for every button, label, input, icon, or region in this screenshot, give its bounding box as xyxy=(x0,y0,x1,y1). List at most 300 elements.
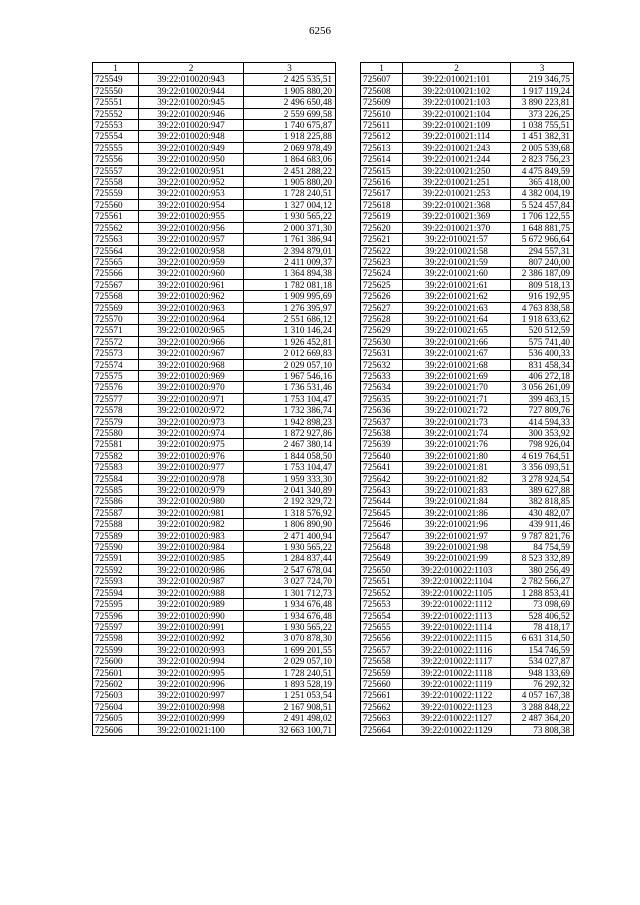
cell-value: 1 909 995,69 xyxy=(244,291,336,302)
table-row xyxy=(93,382,336,393)
cell-cadastral-number: 39:22:010021:69 xyxy=(403,370,511,381)
cell-cadastral-number: 39:22:010021:243 xyxy=(403,142,511,153)
cell-cadastral-number: 39:22:010020:946 xyxy=(139,108,244,119)
cell-value: 382 818,85 xyxy=(511,496,574,507)
cell-value: 1 917 119,24 xyxy=(511,85,574,96)
cell-number: 725571 xyxy=(93,325,139,336)
cell-number: 725635 xyxy=(361,393,403,404)
column-header-number: 1 xyxy=(361,63,403,74)
cell-cadastral-number: 39:22:010022:1114 xyxy=(403,621,511,632)
table-row xyxy=(93,74,336,85)
cell-cadastral-number: 39:22:010020:956 xyxy=(139,222,244,233)
cell-value: 1 806 890,90 xyxy=(244,519,336,530)
cell-cadastral-number: 39:22:010021:102 xyxy=(403,85,511,96)
cell-number: 725586 xyxy=(93,496,139,507)
table-row xyxy=(93,678,336,689)
cell-cadastral-number: 39:22:010020:978 xyxy=(139,473,244,484)
cell-cadastral-number: 39:22:010020:969 xyxy=(139,370,244,381)
cell-number: 725612 xyxy=(361,131,403,142)
cell-number: 725630 xyxy=(361,336,403,347)
cell-value: 1 736 531,46 xyxy=(244,382,336,393)
cell-value: 2 491 498,02 xyxy=(244,713,336,724)
cell-cadastral-number: 39:22:010020:999 xyxy=(139,713,244,724)
table-row xyxy=(361,188,574,199)
cell-value: 365 418,00 xyxy=(511,177,574,188)
cell-number: 725587 xyxy=(93,507,139,518)
cell-number: 725641 xyxy=(361,462,403,473)
cell-cadastral-number: 39:22:010020:992 xyxy=(139,633,244,644)
table-row xyxy=(361,120,574,131)
table-row xyxy=(93,279,336,290)
cell-cadastral-number: 39:22:010020:970 xyxy=(139,382,244,393)
cell-cadastral-number: 39:22:010021:74 xyxy=(403,428,511,439)
cell-value: 294 557,31 xyxy=(511,245,574,256)
cell-number: 725581 xyxy=(93,439,139,450)
column-header-number: 1 xyxy=(93,63,139,74)
cell-number: 725599 xyxy=(93,644,139,655)
cell-number: 725624 xyxy=(361,268,403,279)
cell-number: 725621 xyxy=(361,234,403,245)
cell-cadastral-number: 39:22:010020:993 xyxy=(139,644,244,655)
cell-value: 3 056 261,09 xyxy=(511,382,574,393)
cell-cadastral-number: 39:22:010020:996 xyxy=(139,678,244,689)
cell-number: 725662 xyxy=(361,701,403,712)
cell-cadastral-number: 39:22:010020:997 xyxy=(139,690,244,701)
cell-number: 725589 xyxy=(93,530,139,541)
cell-value: 8 523 332,89 xyxy=(511,553,574,564)
cell-cadastral-number: 39:22:010020:995 xyxy=(139,667,244,678)
cell-number: 725579 xyxy=(93,416,139,427)
cell-cadastral-number: 39:22:010020:948 xyxy=(139,131,244,142)
cell-value: 1 728 240,51 xyxy=(244,667,336,678)
cell-number: 725615 xyxy=(361,165,403,176)
cell-number: 725634 xyxy=(361,382,403,393)
cell-value: 2 425 535,51 xyxy=(244,74,336,85)
cell-value: 406 272,18 xyxy=(511,370,574,381)
cell-cadastral-number: 39:22:010021:96 xyxy=(403,519,511,530)
cell-number: 725606 xyxy=(93,724,139,735)
cell-number: 725648 xyxy=(361,542,403,553)
table-row xyxy=(93,211,336,222)
table-row xyxy=(361,234,574,245)
cell-number: 725654 xyxy=(361,610,403,621)
table-row xyxy=(93,142,336,153)
cell-number: 725595 xyxy=(93,599,139,610)
cell-number: 725633 xyxy=(361,370,403,381)
cell-cadastral-number: 39:22:010020:950 xyxy=(139,154,244,165)
cell-value: 1 251 053,54 xyxy=(244,690,336,701)
cell-value: 2 005 539,68 xyxy=(511,142,574,153)
cell-number: 725583 xyxy=(93,462,139,473)
table-row xyxy=(361,177,574,188)
table-row xyxy=(361,462,574,473)
column-header-value: 3 xyxy=(244,63,336,74)
cell-value: 1 918 633,62 xyxy=(511,313,574,324)
cell-number: 725658 xyxy=(361,656,403,667)
cell-cadastral-number: 39:22:010021:244 xyxy=(403,154,511,165)
cell-cadastral-number: 39:22:010022:1105 xyxy=(403,587,511,598)
table-row xyxy=(93,222,336,233)
cell-value: 1 753 104,47 xyxy=(244,393,336,404)
cell-cadastral-number: 39:22:010020:947 xyxy=(139,120,244,131)
cell-cadastral-number: 39:22:010021:71 xyxy=(403,393,511,404)
table-row xyxy=(361,211,574,222)
cell-value: 1 967 546,16 xyxy=(244,370,336,381)
cell-cadastral-number: 39:22:010020:958 xyxy=(139,245,244,256)
cell-number: 725620 xyxy=(361,222,403,233)
table-row xyxy=(361,644,574,655)
table-row xyxy=(361,564,574,575)
cell-value: 1 301 712,73 xyxy=(244,587,336,598)
cell-number: 725603 xyxy=(93,690,139,701)
cell-cadastral-number: 39:22:010020:976 xyxy=(139,450,244,461)
cell-value: 1 934 676,48 xyxy=(244,610,336,621)
table-row xyxy=(93,587,336,598)
cell-number: 725660 xyxy=(361,678,403,689)
cell-cadastral-number: 39:22:010021:70 xyxy=(403,382,511,393)
cell-cadastral-number: 39:22:010020:949 xyxy=(139,142,244,153)
cell-cadastral-number: 39:22:010020:943 xyxy=(139,74,244,85)
cell-value: 3 356 093,51 xyxy=(511,462,574,473)
cell-cadastral-number: 39:22:010021:250 xyxy=(403,165,511,176)
cell-number: 725564 xyxy=(93,245,139,256)
cell-number: 725664 xyxy=(361,724,403,735)
table-row xyxy=(93,621,336,632)
table-row xyxy=(361,678,574,689)
cell-value: 575 741,40 xyxy=(511,336,574,347)
table-row xyxy=(93,690,336,701)
cell-number: 725640 xyxy=(361,450,403,461)
cell-number: 725577 xyxy=(93,393,139,404)
table-row xyxy=(361,496,574,507)
cell-number: 725645 xyxy=(361,507,403,518)
cell-cadastral-number: 39:22:010022:1116 xyxy=(403,644,511,655)
cell-value: 1 905 880,20 xyxy=(244,177,336,188)
cell-number: 725596 xyxy=(93,610,139,621)
cell-number: 725568 xyxy=(93,291,139,302)
table-row xyxy=(93,256,336,267)
cell-cadastral-number: 39:22:010022:1127 xyxy=(403,713,511,724)
cell-value: 1 284 837,44 xyxy=(244,553,336,564)
cell-number: 725618 xyxy=(361,199,403,210)
cell-value: 2 192 329,72 xyxy=(244,496,336,507)
cell-value: 2 386 187,09 xyxy=(511,268,574,279)
cell-number: 725611 xyxy=(361,120,403,131)
cell-number: 725636 xyxy=(361,405,403,416)
cell-value: 414 594,33 xyxy=(511,416,574,427)
cell-number: 725652 xyxy=(361,587,403,598)
cell-cadastral-number: 39:22:010020:944 xyxy=(139,85,244,96)
cell-cadastral-number: 39:22:010021:59 xyxy=(403,256,511,267)
cell-number: 725609 xyxy=(361,97,403,108)
cell-cadastral-number: 39:22:010020:979 xyxy=(139,485,244,496)
table-row xyxy=(93,450,336,461)
cell-cadastral-number: 39:22:010022:1123 xyxy=(403,701,511,712)
cell-cadastral-number: 39:22:010021:99 xyxy=(403,553,511,564)
cell-cadastral-number: 39:22:010021:61 xyxy=(403,279,511,290)
cell-number: 725656 xyxy=(361,633,403,644)
cell-cadastral-number: 39:22:010021:109 xyxy=(403,120,511,131)
cell-number: 725626 xyxy=(361,291,403,302)
table-row xyxy=(361,621,574,632)
cell-number: 725594 xyxy=(93,587,139,598)
cell-number: 725560 xyxy=(93,199,139,210)
cell-cadastral-number: 39:22:010020:981 xyxy=(139,507,244,518)
cell-number: 725613 xyxy=(361,142,403,153)
table-row xyxy=(93,336,336,347)
cell-value: 380 256,49 xyxy=(511,564,574,575)
cell-cadastral-number: 39:22:010021:80 xyxy=(403,450,511,461)
cell-number: 725604 xyxy=(93,701,139,712)
table-row xyxy=(93,530,336,541)
table-row xyxy=(93,313,336,324)
cell-value: 2 823 756,23 xyxy=(511,154,574,165)
cell-value: 798 926,04 xyxy=(511,439,574,450)
cell-value: 2 551 686,12 xyxy=(244,313,336,324)
cell-number: 725663 xyxy=(361,713,403,724)
cell-value: 1 844 058,50 xyxy=(244,450,336,461)
cell-value: 154 746,59 xyxy=(511,644,574,655)
table-row xyxy=(361,325,574,336)
cell-number: 725555 xyxy=(93,142,139,153)
cell-number: 725602 xyxy=(93,678,139,689)
cell-cadastral-number: 39:22:010020:973 xyxy=(139,416,244,427)
cell-value: 2 069 978,49 xyxy=(244,142,336,153)
table-row xyxy=(93,131,336,142)
table-row xyxy=(361,553,574,564)
cell-value: 1 930 565,22 xyxy=(244,621,336,632)
cell-cadastral-number: 39:22:010020:957 xyxy=(139,234,244,245)
cell-value: 2 411 009,37 xyxy=(244,256,336,267)
cell-number: 725598 xyxy=(93,633,139,644)
page-number: 6256 xyxy=(309,25,331,37)
table-row xyxy=(361,610,574,621)
cell-cadastral-number: 39:22:010021:86 xyxy=(403,507,511,518)
cell-number: 725647 xyxy=(361,530,403,541)
cell-cadastral-number: 39:22:010021:97 xyxy=(403,530,511,541)
cell-cadastral-number: 39:22:010020:963 xyxy=(139,302,244,313)
cell-number: 725575 xyxy=(93,370,139,381)
table-row xyxy=(361,359,574,370)
cell-cadastral-number: 39:22:010022:1117 xyxy=(403,656,511,667)
cell-value: 809 518,13 xyxy=(511,279,574,290)
cell-value: 73 808,38 xyxy=(511,724,574,735)
table-row xyxy=(361,587,574,598)
cell-value: 727 809,76 xyxy=(511,405,574,416)
cell-value: 2 012 669,83 xyxy=(244,348,336,359)
cell-cadastral-number: 39:22:010020:980 xyxy=(139,496,244,507)
cell-value: 5 524 457,84 xyxy=(511,199,574,210)
cell-value: 1 934 676,48 xyxy=(244,599,336,610)
cell-number: 725561 xyxy=(93,211,139,222)
table-row xyxy=(93,633,336,644)
cell-value: 1 918 225,88 xyxy=(244,131,336,142)
cell-cadastral-number: 39:22:010020:945 xyxy=(139,97,244,108)
cell-value: 4 619 764,51 xyxy=(511,450,574,461)
table-row xyxy=(361,165,574,176)
cell-value: 1 310 146,24 xyxy=(244,325,336,336)
cell-cadastral-number: 39:22:010021:83 xyxy=(403,485,511,496)
cell-cadastral-number: 39:22:010021:370 xyxy=(403,222,511,233)
cell-number: 725572 xyxy=(93,336,139,347)
cell-value: 2 394 879,01 xyxy=(244,245,336,256)
cell-value: 373 226,25 xyxy=(511,108,574,119)
cell-value: 1 761 386,94 xyxy=(244,234,336,245)
cell-cadastral-number: 39:22:010020:954 xyxy=(139,199,244,210)
table-row xyxy=(93,234,336,245)
table-row xyxy=(361,542,574,553)
cell-cadastral-number: 39:22:010020:967 xyxy=(139,348,244,359)
table-row xyxy=(93,439,336,450)
table-row xyxy=(93,291,336,302)
table-row xyxy=(93,519,336,530)
cell-value: 534 027,87 xyxy=(511,656,574,667)
cell-cadastral-number: 39:22:010021:100 xyxy=(139,724,244,735)
cell-cadastral-number: 39:22:010021:368 xyxy=(403,199,511,210)
cell-cadastral-number: 39:22:010022:1115 xyxy=(403,633,511,644)
table-row xyxy=(361,530,574,541)
cell-value: 3 070 878,30 xyxy=(244,633,336,644)
cell-number: 725559 xyxy=(93,188,139,199)
cell-number: 725553 xyxy=(93,120,139,131)
cell-cadastral-number: 39:22:010020:962 xyxy=(139,291,244,302)
cell-value: 439 911,46 xyxy=(511,519,574,530)
cell-number: 725643 xyxy=(361,485,403,496)
table-row xyxy=(93,701,336,712)
cell-cadastral-number: 39:22:010020:990 xyxy=(139,610,244,621)
cell-cadastral-number: 39:22:010022:1113 xyxy=(403,610,511,621)
cell-number: 725576 xyxy=(93,382,139,393)
table-row xyxy=(361,485,574,496)
cell-number: 725570 xyxy=(93,313,139,324)
cell-value: 3 890 223,81 xyxy=(511,97,574,108)
cell-value: 300 353,92 xyxy=(511,428,574,439)
cell-cadastral-number: 39:22:010020:964 xyxy=(139,313,244,324)
cell-cadastral-number: 39:22:010021:369 xyxy=(403,211,511,222)
cell-number: 725632 xyxy=(361,359,403,370)
cell-value: 528 406,52 xyxy=(511,610,574,621)
cell-value: 1 872 927,86 xyxy=(244,428,336,439)
table-row xyxy=(93,485,336,496)
cell-number: 725551 xyxy=(93,97,139,108)
cell-value: 536 400,33 xyxy=(511,348,574,359)
cell-cadastral-number: 39:22:010020:953 xyxy=(139,188,244,199)
cell-cadastral-number: 39:22:010021:253 xyxy=(403,188,511,199)
cell-cadastral-number: 39:22:010022:1129 xyxy=(403,724,511,735)
table-row xyxy=(361,222,574,233)
cell-cadastral-number: 39:22:010022:1122 xyxy=(403,690,511,701)
cell-value: 1 038 755,51 xyxy=(511,120,574,131)
cell-value: 3 288 848,22 xyxy=(511,701,574,712)
cell-number: 725601 xyxy=(93,667,139,678)
right-table-body xyxy=(361,74,574,736)
cell-value: 1 327 004,12 xyxy=(244,199,336,210)
cell-value: 1 930 565,22 xyxy=(244,211,336,222)
cell-number: 725619 xyxy=(361,211,403,222)
cell-number: 725556 xyxy=(93,154,139,165)
cell-cadastral-number: 39:22:010022:1112 xyxy=(403,599,511,610)
cell-number: 725592 xyxy=(93,564,139,575)
table-row xyxy=(361,382,574,393)
table-row xyxy=(93,576,336,587)
cell-number: 725588 xyxy=(93,519,139,530)
cell-value: 1 782 081,18 xyxy=(244,279,336,290)
cell-number: 725580 xyxy=(93,428,139,439)
table-row xyxy=(93,610,336,621)
cell-value: 520 512,59 xyxy=(511,325,574,336)
cell-value: 2 451 288,22 xyxy=(244,165,336,176)
cell-number: 725650 xyxy=(361,564,403,575)
cell-cadastral-number: 39:22:010020:955 xyxy=(139,211,244,222)
cell-cadastral-number: 39:22:010020:975 xyxy=(139,439,244,450)
cell-value: 1 864 683,06 xyxy=(244,154,336,165)
cell-value: 3 278 924,54 xyxy=(511,473,574,484)
cell-number: 725574 xyxy=(93,359,139,370)
cell-cadastral-number: 39:22:010021:73 xyxy=(403,416,511,427)
table-row xyxy=(93,97,336,108)
cell-number: 725622 xyxy=(361,245,403,256)
cell-value: 2 471 400,94 xyxy=(244,530,336,541)
cell-cadastral-number: 39:22:010020:959 xyxy=(139,256,244,267)
cell-value: 219 346,75 xyxy=(511,74,574,85)
cell-cadastral-number: 39:22:010020:987 xyxy=(139,576,244,587)
table-row xyxy=(361,142,574,153)
cell-value: 389 627,88 xyxy=(511,485,574,496)
cell-cadastral-number: 39:22:010020:961 xyxy=(139,279,244,290)
table-row xyxy=(361,291,574,302)
table-row xyxy=(361,450,574,461)
cell-value: 4 475 849,59 xyxy=(511,165,574,176)
table-row xyxy=(361,154,574,165)
table-row xyxy=(93,359,336,370)
cell-number: 725563 xyxy=(93,234,139,245)
table-row xyxy=(361,713,574,724)
cell-cadastral-number: 39:22:010020:988 xyxy=(139,587,244,598)
left-table-body xyxy=(93,74,336,736)
cell-number: 725593 xyxy=(93,576,139,587)
cell-number: 725591 xyxy=(93,553,139,564)
cell-cadastral-number: 39:22:010020:989 xyxy=(139,599,244,610)
cell-number: 725582 xyxy=(93,450,139,461)
table-row xyxy=(93,199,336,210)
cell-cadastral-number: 39:22:010022:1104 xyxy=(403,576,511,587)
table-row xyxy=(361,302,574,313)
cell-cadastral-number: 39:22:010021:60 xyxy=(403,268,511,279)
table-row xyxy=(93,393,336,404)
cell-number: 725655 xyxy=(361,621,403,632)
table-row xyxy=(361,85,574,96)
cell-number: 725558 xyxy=(93,177,139,188)
cell-value: 5 672 966,64 xyxy=(511,234,574,245)
table-row xyxy=(361,245,574,256)
cell-cadastral-number: 39:22:010021:98 xyxy=(403,542,511,553)
column-header-value: 3 xyxy=(511,63,574,74)
cell-value: 2 467 380,14 xyxy=(244,439,336,450)
cell-value: 1 276 395,97 xyxy=(244,302,336,313)
cell-value: 1 288 853,41 xyxy=(511,587,574,598)
cell-number: 725646 xyxy=(361,519,403,530)
table-row xyxy=(93,656,336,667)
cell-cadastral-number: 39:22:010021:251 xyxy=(403,177,511,188)
cell-value: 3 027 724,70 xyxy=(244,576,336,587)
cell-value: 948 133,69 xyxy=(511,667,574,678)
cell-value: 32 663 100,71 xyxy=(244,724,336,735)
table-row xyxy=(361,199,574,210)
table-row xyxy=(361,97,574,108)
cell-cadastral-number: 39:22:010020:986 xyxy=(139,564,244,575)
table-row xyxy=(361,393,574,404)
cell-value: 1 728 240,51 xyxy=(244,188,336,199)
